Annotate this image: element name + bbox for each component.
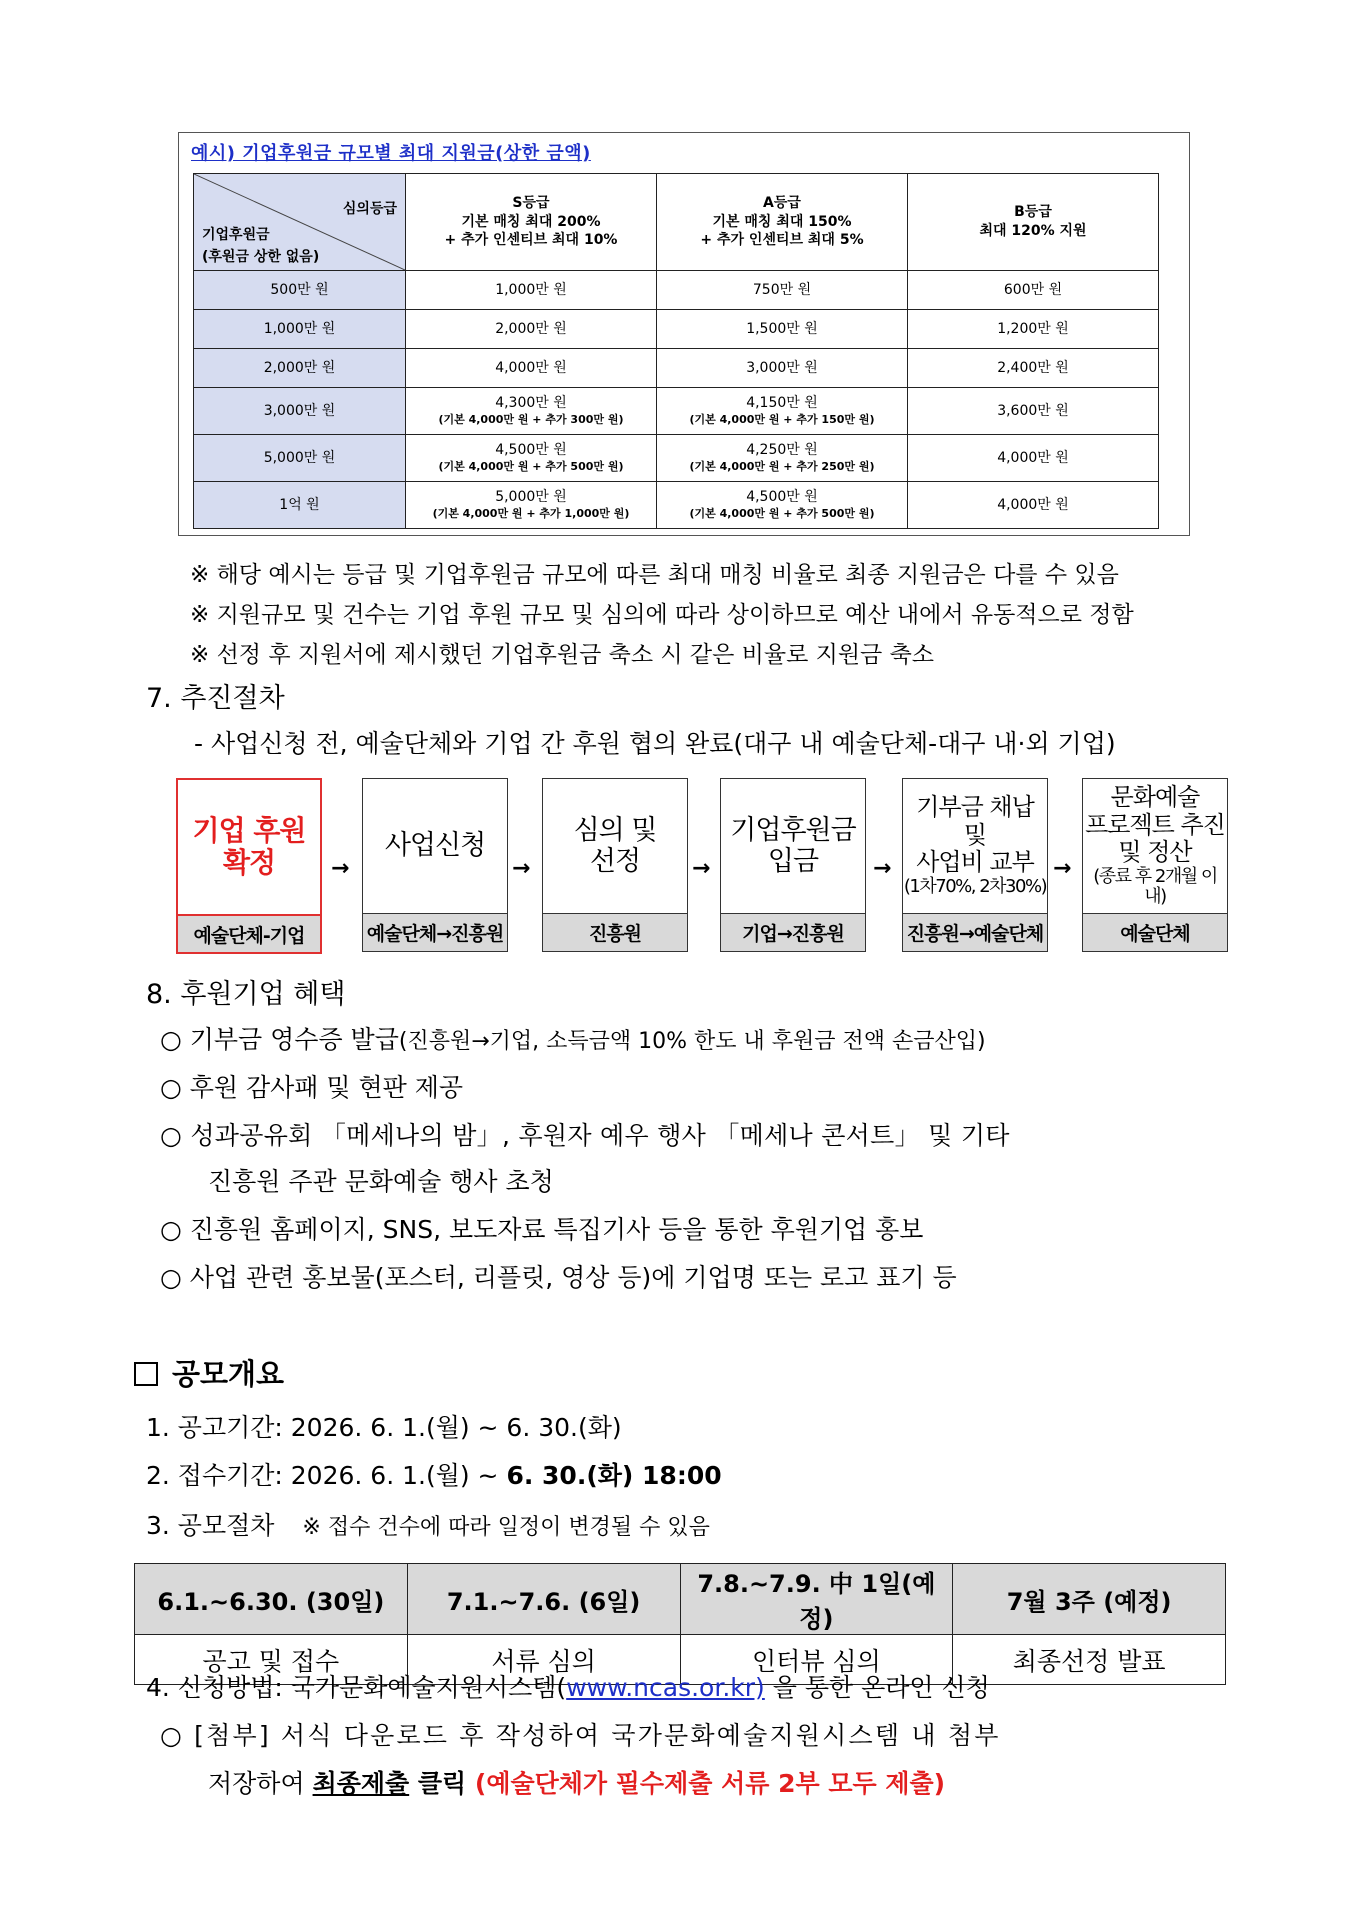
flow-step-1: 기업 후원 확정 예술단체-기업 <box>176 778 322 954</box>
a-value: 4,250만 원 (기본 4,000만 원 + 추가 250만 원) <box>657 435 908 482</box>
table-row <box>194 271 1159 310</box>
a-value: 3,000만 원 <box>657 349 908 388</box>
s-value: 4,000만 원 <box>406 349 657 388</box>
benefit-item: ○ 기부금 영수증 발급(진흥원→기업, 소득금액 10% 한도 내 후원금 전액 손금산입) <box>160 1025 986 1054</box>
b-value: 4,000만 원 <box>908 435 1159 482</box>
s-value: 5,000만 원 (기본 4,000만 원 + 추가 1,000만 원) <box>406 482 657 529</box>
amount-axis-label: 기업후원금 (후원금 상한 없음) <box>202 227 320 266</box>
flow-arrow-icon: → <box>692 856 711 881</box>
s-value: 4,300만 원 (기본 4,000만 원 + 추가 300만 원) <box>406 388 657 435</box>
row-amount: 1억 원 <box>194 482 406 529</box>
table-header-row <box>194 174 1159 271</box>
square-bullet-icon <box>134 1362 158 1386</box>
flow-arrow-icon: → <box>512 856 531 881</box>
benefit-item-cont: 진흥원 주관 문화예술 행사 초청 <box>208 1167 554 1196</box>
flow-step-3: 심의 및 선정 진흥원 <box>542 778 688 952</box>
row-amount: 1,000만 원 <box>194 310 406 349</box>
row-amount: 5,000만 원 <box>194 435 406 482</box>
table-row <box>194 482 1159 529</box>
schedule-body: 공고 및 접수 <box>135 1635 408 1685</box>
a-value: 4,150만 원 (기본 4,000만 원 + 추가 150만 원) <box>657 388 908 435</box>
schedule-head: 7.1.~7.6. (6일) <box>407 1564 680 1635</box>
row-amount: 500만 원 <box>194 271 406 310</box>
s-value: 2,000만 원 <box>406 310 657 349</box>
flow-arrow-icon: → <box>873 856 892 881</box>
example-title: 예시) 기업후원금 규모별 최대 지원금(상한 금액) <box>191 143 591 164</box>
s-value: 4,500만 원 (기본 4,000만 원 + 추가 500만 원) <box>406 435 657 482</box>
row-amount: 2,000만 원 <box>194 349 406 388</box>
schedule-head: 7월 3주 (예정) <box>953 1564 1226 1635</box>
schedule-body: 최종선정 발표 <box>953 1635 1226 1685</box>
a-value: 4,500만 원 (기본 4,000만 원 + 추가 500만 원) <box>657 482 908 529</box>
benefit-item: ○ 성과공유회 「메세나의 밤」, 후원자 예우 행사 「메세나 콘서트」 및 기타 <box>160 1121 1010 1150</box>
process-flow <box>0 778 1360 954</box>
note-2: ※ 지원규모 및 건수는 기업 후원 규모 및 심의에 따라 상이하므로 예산 내에서 유동적으로 정함 <box>190 602 1134 628</box>
note-1: ※ 해당 예시는 등급 및 기업후원금 규모에 따른 최대 매칭 비율로 최종 지원금은 다를 수 있음 <box>190 562 1119 588</box>
schedule-table <box>134 1563 1226 1685</box>
flow-step-4: 기업후원금 입금 기업→진흥원 <box>720 778 866 952</box>
table-row <box>194 435 1159 482</box>
outline-heading: 공모개요 <box>134 1352 284 1393</box>
schedule-head-row <box>135 1564 1226 1635</box>
receive-period: 2. 접수기간: 2026. 6. 1.(월) ~ 6. 30.(화) 18:00 <box>146 1461 722 1490</box>
b-value: 600만 원 <box>908 271 1159 310</box>
b-value: 4,000만 원 <box>908 482 1159 529</box>
section-7-title: 7. 추진절차 <box>146 683 285 714</box>
schedule-body: 서류 심의 <box>407 1635 680 1685</box>
apply-method: 4. 신청방법: 국가문화예술지원시스템(www.ncas.or.kr) 을 통한 온라인 신청 <box>146 1673 990 1702</box>
flow-step-2: 사업신청 예술단체→진흥원 <box>362 778 508 952</box>
table-row <box>194 349 1159 388</box>
diagonal-header-cell <box>194 174 406 271</box>
attach-line-2: 저장하여 최종제출 클릭 (예술단체가 필수제출 서류 2부 모두 제출) <box>208 1769 946 1798</box>
b-value: 2,400만 원 <box>908 349 1159 388</box>
attach-line-1: ○ [첨부] 서식 다운로드 후 작성하여 국가문화예술지원시스템 내 첨부 <box>160 1721 1001 1750</box>
flow-step-5: 기부금 채납 및 사업비 교부 (1차70%, 2차30%) 진흥원→예술단체 <box>902 778 1048 952</box>
b-grade-header: B등급 최대 120% 지원 <box>908 174 1159 271</box>
table-row <box>194 310 1159 349</box>
section-7-desc: - 사업신청 전, 예술단체와 기업 간 후원 협의 완료(대구 내 예술단체-대구 내·외 기업) <box>194 729 1116 758</box>
note-3: ※ 선정 후 지원서에 제시했던 기업후원금 축소 시 같은 비율로 지원금 축소 <box>190 642 935 668</box>
flow-arrow-icon: → <box>1053 856 1072 881</box>
b-value: 3,600만 원 <box>908 388 1159 435</box>
row-amount: 3,000만 원 <box>194 388 406 435</box>
announce-period: 1. 공고기간: 2026. 6. 1.(월) ~ 6. 30.(화) <box>146 1413 622 1442</box>
a-value: 750만 원 <box>657 271 908 310</box>
b-value: 1,200만 원 <box>908 310 1159 349</box>
benefit-item: ○ 후원 감사패 및 현판 제공 <box>160 1073 464 1102</box>
procedure-title: 3. 공모절차 ※ 접수 건수에 따라 일정이 변경될 수 있음 <box>146 1511 710 1540</box>
ncas-link[interactable]: www.ncas.or.kr) <box>566 1673 765 1702</box>
benefit-item: ○ 사업 관련 홍보물(포스터, 리플릿, 영상 등)에 기업명 또는 로고 표기 등 <box>160 1263 957 1292</box>
schedule-body: 인터뷰 심의 <box>680 1635 953 1685</box>
example-box <box>178 132 1190 536</box>
grade-axis-label: 심의등급 <box>342 201 397 217</box>
grade-table <box>193 173 1159 529</box>
a-grade-header: A등급 기본 매칭 최대 150% + 추가 인센티브 최대 5% <box>657 174 908 271</box>
table-row <box>194 388 1159 435</box>
schedule-head: 6.1.~6.30. (30일) <box>135 1564 408 1635</box>
s-grade-header: S등급 기본 매칭 최대 200% + 추가 인센티브 최대 10% <box>406 174 657 271</box>
a-value: 1,500만 원 <box>657 310 908 349</box>
flow-arrow-icon: → <box>331 856 350 881</box>
schedule-head: 7.8.~7.9. 中 1일(예정) <box>680 1564 953 1635</box>
benefit-item: ○ 진흥원 홈페이지, SNS, 보도자료 특집기사 등을 통한 후원기업 홍보 <box>160 1215 924 1244</box>
s-value: 1,000만 원 <box>406 271 657 310</box>
flow-step-6: 문화예술 프로젝트 추진 및 정산 (종료 후 2개월 이내) 예술단체 <box>1082 778 1228 952</box>
section-8-title: 8. 후원기업 혜택 <box>146 979 346 1010</box>
